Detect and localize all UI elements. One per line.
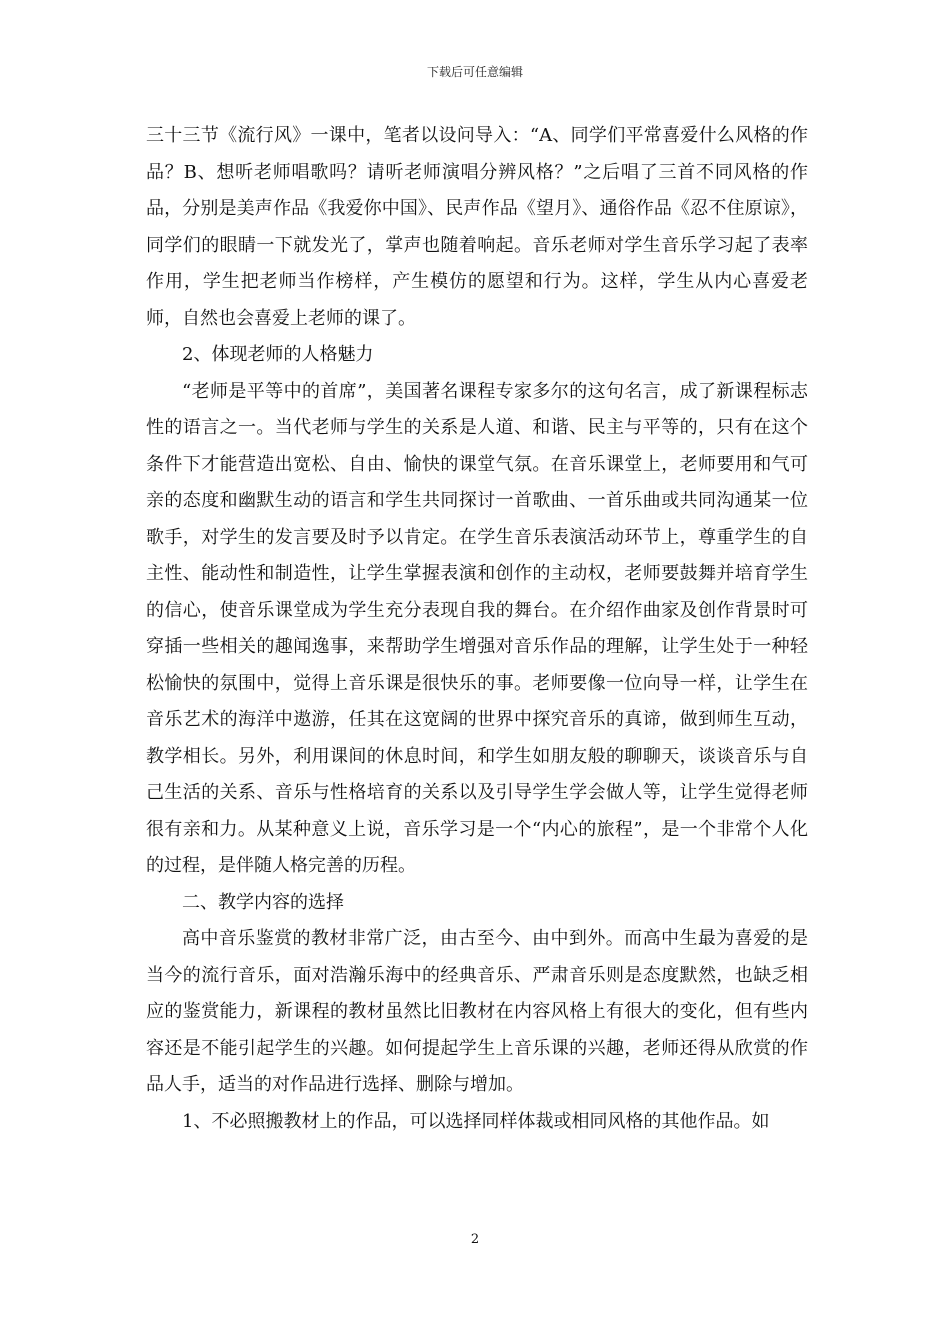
page-header: 下载后可任意编辑 bbox=[426, 65, 523, 79]
paragraph-intro-continuation: 三十三节《流行风》一课中，笔者以设问导入：“A、同学们平常喜爱什么风格的作品？B、想听老师唱歌吗？请听老师演唱分辨风格？”之后唱了三首不同风格的作品，分别是美声作品《我爱你中国》、民声作品《望月》、通俗作品《忍不住原谅》，同学们的眼睛一下就发光了，掌声也随着响起。音乐老师对学生音乐学习起了表率作用，学生把老师当作榜样，产生模仿的愿望和行为。这样，学生从内心喜爱老师，自然也会喜爱上老师的课了。 bbox=[146, 125, 808, 329]
paragraph-teacher-charisma: “老师是平等中的首席”，美国著名课程专家多尔的这句名言，成了新课程标志性的语言之一。当代老师与学生的关系是人道、和谐、民主与平等的，只有在这个条件下才能营造出宽松、自由、愉快的课堂气氛。在音乐课堂上，老师要用和气可亲的态度和幽默生动的语言和学生共同探讨一首歌曲、一首乐曲或共同沟通某一位歌手，对学生的发言要及时予以肯定。在学生音乐表演活动环节上，尊重学生的自主性、能动性和制造性，让学生掌握表演和创作的主动权，老师要鼓舞并培育学生的信心，使音乐课堂成为学生充分表现自我的舞台。在介绍作曲家及创作背景时可穿插一些相关的趣闻逸事，来帮助学生增强对音乐作品的理解，让学生处于一种轻松愉快的氛围中，觉得上音乐课是很快乐的事。老师要像一位向导一样，让学生在音乐艺术的海洋中遨游，任其在这宽阔的世界中探究音乐的真谛，做到师生互动，教学相长。另外，利用课间的休息时间，和学生如朋友般的聊聊天，谈谈音乐与自己生活的关系、音乐与性格培育的关系以及引导学生学会做人等，让学生觉得老师很有亲和力。从某种意义上说，音乐学习是一个“内心的旅程”，是一个非常个人化的过程，是伴随人格完善的历程。 bbox=[146, 380, 808, 876]
paragraph-point-one: 1、不必照搬教材上的作品，可以选择同样体裁或相同风格的其他作品。如 bbox=[182, 1110, 770, 1132]
page-number: 2 bbox=[470, 1232, 480, 1247]
document-body bbox=[146, 118, 808, 1140]
section-heading-content-selection: 二、教学内容的选择 bbox=[182, 891, 344, 913]
section-heading-teacher-charisma: 2、体现老师的人格魅力 bbox=[182, 344, 374, 365]
paragraph-content-selection: 高中音乐鉴赏的教材非常广泛，由古至今、由中到外。而高中生最为喜爱的是当今的流行音乐，面对浩瀚乐海中的经典音乐、严肃音乐则是态度默然，也缺乏相应的鉴赏能力，新课程的教材虽然比旧教材在内容风格上有很大的变化，但有些内容还是不能引起学生的兴趣。如何提起学生上音乐课的兴趣，老师还得从欣赏的作品人手，适当的对作品进行选择、删除与增加。 bbox=[146, 928, 808, 1095]
